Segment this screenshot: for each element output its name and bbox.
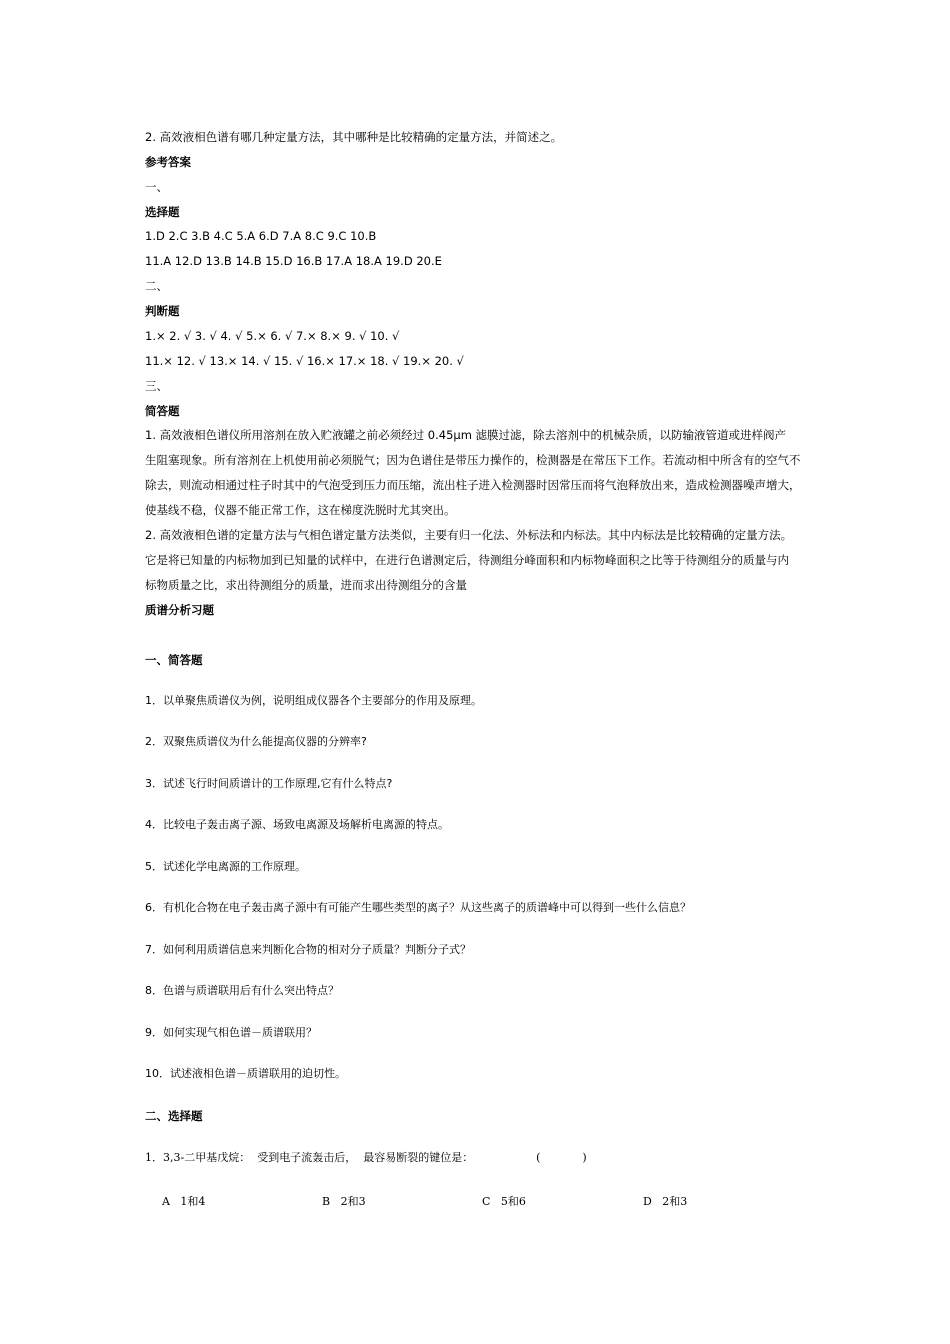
question-item: 7．如何利用质谱信息来判断化合物的相对分子质量？判断分子式？	[145, 943, 471, 956]
answers-heading: 参考答案	[145, 155, 191, 169]
question-item: 2．双聚焦质谱仪为什么能提高仪器的分辨率?	[145, 735, 367, 748]
choice-heading: 二、选择题	[145, 1109, 203, 1123]
question-item: 1．以单聚焦质谱仪为例，说明组成仪器各个主要部分的作用及原理。	[145, 694, 482, 707]
option-c: C 5和6	[482, 1195, 526, 1208]
section-3-number: 三、	[145, 379, 168, 393]
question-2: 2. 高效液相色谱有哪几种定量方法，其中哪种是比较精确的定量方法，并简述之。	[145, 130, 563, 144]
mass-spec-title: 质谱分析习题	[145, 603, 214, 617]
question-item: 8．色谱与质谱联用后有什么突出特点？	[145, 984, 339, 997]
option-a: A 1和4	[162, 1195, 206, 1208]
answer-1-line-3: 除去，则流动相通过柱子时其中的气泡受到压力而压缩，流出柱子进入检测器时因常压而将气泡释放出来，造成检测器噪声增大，	[145, 478, 801, 492]
choice-question-1: 1．3,3-二甲基戊烷： 受到电子流轰击后， 最容易断裂的键位是： ( )	[145, 1151, 587, 1164]
question-item: 4．比较电子轰击离子源、场致电离源及场解析电离源的特点。	[145, 818, 449, 831]
answer-1-line-2: 生阻塞现象。所有溶剂在上机使用前必须脱气；因为色谱住是带压力操作的，检测器是在常压下工作。若流动相中所含有的空气不	[145, 453, 801, 467]
section-1-number: 一、	[145, 180, 168, 194]
choice-answers-line-1: 1.D 2.C 3.B 4.C 5.A 6.D 7.A 8.C 9.C 10.B	[145, 229, 377, 243]
answer-1-line-1: 1. 高效液相色谱仪所用溶剂在放入贮液罐之前必须经过 0.45μm 滤膜过滤，除去溶剂中的机械杂质，以防输液管道或进样阀产	[145, 428, 787, 442]
answer-2-line-3: 标物质量之比，求出待测组分的质量，进而求出待测组分的含量	[145, 578, 467, 592]
answer-2-line-2: 它是将已知量的内标物加到已知量的试样中，在进行色谱测定后，待测组分峰面积和内标物峰面积之比等于待测组分的质量与内	[145, 553, 789, 567]
section-1-title: 选择题	[145, 205, 180, 219]
question-item: 10．试述液相色谱－质谱联用的迫切性。	[145, 1067, 346, 1080]
section-3-title: 简答题	[145, 404, 180, 418]
question-item: 3．试述飞行时间质谱计的工作原理,它有什么特点?	[145, 777, 393, 790]
question-item: 6．有机化合物在电子轰击离子源中有可能产生哪些类型的离子？从这些离子的质谱峰中可以得到一些什么信息？	[145, 901, 691, 914]
option-b: B 2和3	[322, 1195, 366, 1208]
short-answer-heading: 一、简答题	[145, 653, 203, 667]
option-d: D 2和3	[643, 1195, 688, 1208]
choice-answers-line-2: 11.A 12.D 13.B 14.B 15.D 16.B 17.A 18.A 19.D 20.E	[145, 254, 442, 268]
answer-2-line-1: 2. 高效液相色谱的定量方法与气相色谱定量方法类似，主要有归一化法、外标法和内标法。其中内标法是比较精确的定量方法。	[145, 528, 793, 542]
judge-answers-line-2: 11.× 12. √ 13.× 14. √ 15. √ 16.× 17.× 18. √ 19.× 20. √	[145, 354, 464, 368]
question-item: 5．试述化学电离源的工作原理。	[145, 860, 306, 873]
judge-answers-line-1: 1.× 2. √ 3. √ 4. √ 5.× 6. √ 7.× 8.× 9. √ 10. √	[145, 329, 400, 343]
question-item: 9．如何实现气相色谱－质谱联用？	[145, 1026, 317, 1039]
section-2-number: 二、	[145, 279, 168, 293]
section-2-title: 判断题	[145, 304, 180, 318]
answer-1-line-4: 使基线不稳，仪器不能正常工作，这在梯度洗脱时尤其突出。	[145, 503, 456, 517]
